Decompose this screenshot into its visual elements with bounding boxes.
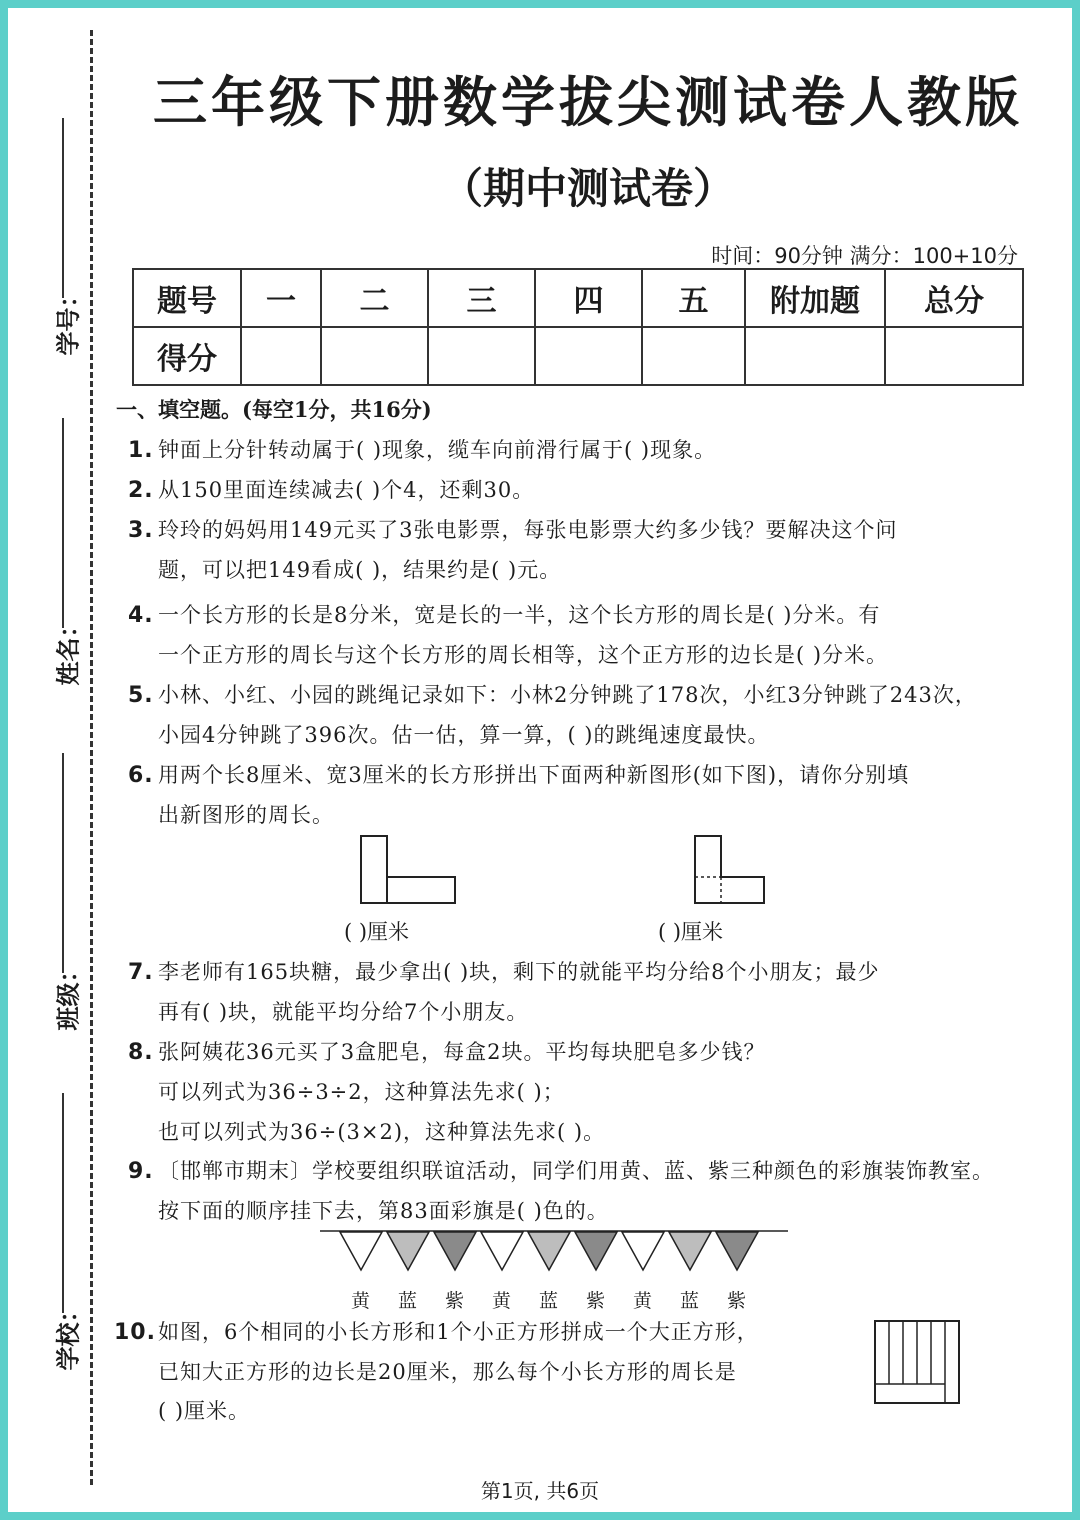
exam-page bbox=[8, 8, 1072, 1512]
page-title: 三年级下册数学拔尖测试卷人教版 bbox=[153, 71, 1023, 134]
binding-dashed-line bbox=[90, 30, 93, 1485]
question-5: 5. 小林、小红、小园的跳绳记录如下：小林2分钟跳了178次，小红3分钟跳了243次， bbox=[128, 683, 977, 708]
score-table-header-cell: 一 bbox=[241, 269, 321, 327]
score-cell[interactable] bbox=[428, 327, 535, 385]
flag-3 bbox=[434, 1232, 476, 1270]
question-4: 4. 一个长方形的长是8分米，宽是长的一半，这个长方形的周长是( )分米。有 bbox=[128, 603, 881, 628]
school-field[interactable] bbox=[28, 1093, 88, 1383]
q6-figure-t-shape bbox=[694, 835, 774, 905]
flag-1 bbox=[340, 1232, 382, 1270]
score-table-header-cell: 总分 bbox=[885, 269, 1023, 327]
question-9-line-2: 按下面的顺序挂下去，第83面彩旗是( )色的。 bbox=[158, 1199, 609, 1223]
question-1: 1. 钟面上分针转动属于( )现象，缆车向前滑行属于( )现象。 bbox=[128, 438, 717, 463]
q6-answer-2[interactable]: ( )厘米 bbox=[658, 920, 724, 944]
student-id-label: 学号： bbox=[54, 283, 83, 356]
page-footer: 第1页, 共6页 bbox=[480, 1479, 600, 1503]
score-cell[interactable] bbox=[241, 327, 321, 385]
question-2: 2. 从150里面连续减去( )个4，还剩30。 bbox=[128, 478, 535, 503]
question-7: 7. 李老师有165块糖，最少拿出( )块，剩下的就能平均分给8个小朋友；最少 bbox=[128, 960, 880, 985]
score-cell[interactable] bbox=[642, 327, 745, 385]
student-id-field[interactable] bbox=[28, 118, 88, 368]
flag-label: 紫 bbox=[586, 1290, 606, 1312]
flag-label: 紫 bbox=[445, 1290, 465, 1312]
flag-label: 黄 bbox=[351, 1290, 371, 1312]
question-10-line-2: 已知大正方形的边长是20厘米，那么每个小长方形的周长是 bbox=[158, 1360, 737, 1384]
score-table-score-row bbox=[133, 327, 1023, 385]
class-label: 班级： bbox=[54, 958, 83, 1031]
score-cell[interactable] bbox=[535, 327, 642, 385]
student-name-field[interactable] bbox=[28, 418, 88, 698]
flag-9 bbox=[716, 1232, 758, 1270]
score-table-header-row bbox=[133, 269, 1023, 327]
flag-8 bbox=[669, 1232, 711, 1270]
question-8: 8. 张阿姨花36元买了3盒肥皂，每盒2块。平均每块肥皂多少钱？ bbox=[128, 1040, 766, 1065]
flag-label: 黄 bbox=[492, 1290, 512, 1312]
score-table-header-cell: 三 bbox=[428, 269, 535, 327]
page-subtitle: （期中测试卷） bbox=[440, 164, 735, 213]
flag-label: 蓝 bbox=[398, 1290, 418, 1312]
question-6-line-2: 出新图形的周长。 bbox=[158, 803, 334, 827]
score-table-header-cell: 附加题 bbox=[745, 269, 885, 327]
q9-flag-string bbox=[320, 1230, 790, 1280]
score-cell[interactable] bbox=[885, 327, 1023, 385]
question-8-line-3: 也可以列式为36÷(3×2)，这种算法先求( )。 bbox=[158, 1120, 606, 1144]
score-cell[interactable] bbox=[745, 327, 885, 385]
flag-4 bbox=[481, 1232, 523, 1270]
q6-answer-1[interactable]: ( )厘米 bbox=[344, 920, 410, 944]
flag-label: 蓝 bbox=[680, 1290, 700, 1312]
score-cell[interactable] bbox=[321, 327, 428, 385]
question-6: 6. 用两个长8厘米、宽3厘米的长方形拼出下面两种新图形(如下图)，请你分别填 bbox=[128, 763, 910, 788]
question-9: 9. 〔邯郸市期末〕学校要组织联谊活动，同学们用黄、蓝、紫三种颜色的彩旗装饰教室。 bbox=[128, 1159, 994, 1184]
flag-7 bbox=[622, 1232, 664, 1270]
student-name-label: 姓名： bbox=[54, 613, 83, 686]
class-field[interactable] bbox=[28, 753, 88, 1043]
question-3-line-2: 题，可以把149看成( )，结果约是( )元。 bbox=[158, 558, 562, 582]
question-7-line-2: 再有( )块，就能平均分给7个小朋友。 bbox=[158, 1000, 529, 1024]
question-8-line-2: 可以列式为36÷3÷2，这种算法先求( )； bbox=[158, 1080, 565, 1104]
q6-figure-l-shape bbox=[360, 835, 460, 905]
score-table-header-cell: 五 bbox=[642, 269, 745, 327]
score-table-header-cell: 四 bbox=[535, 269, 642, 327]
score-table-header-cell: 题号 bbox=[133, 269, 241, 327]
flag-label: 蓝 bbox=[539, 1290, 559, 1312]
exam-meta: 时间：90分钟 满分：100+10分 bbox=[711, 244, 1018, 268]
question-4-line-2: 一个正方形的周长与这个长方形的周长相等，这个正方形的边长是( )分米。 bbox=[158, 643, 889, 667]
question-10: 10.如图，6个相同的小长方形和1个小正方形拼成一个大正方形， bbox=[114, 1320, 759, 1345]
section-1-title: 一、填空题。(每空1分，共16分) bbox=[116, 397, 432, 422]
question-10-line-3: ( )厘米。 bbox=[158, 1399, 251, 1423]
flag-2 bbox=[387, 1232, 429, 1270]
q10-square-figure bbox=[874, 1320, 962, 1406]
flag-5 bbox=[528, 1232, 570, 1270]
question-3: 3. 玲玲的妈妈用149元买了3张电影票，每张电影票大约多少钱？要解决这个问 bbox=[128, 518, 898, 543]
question-5-line-2: 小园4分钟跳了396次。估一估，算一算，( )的跳绳速度最快。 bbox=[158, 723, 770, 747]
flag-6 bbox=[575, 1232, 617, 1270]
score-table-header-cell: 二 bbox=[321, 269, 428, 327]
flag-label: 黄 bbox=[633, 1290, 653, 1312]
score-table bbox=[132, 268, 1024, 386]
school-label: 学校： bbox=[54, 1298, 83, 1371]
score-row-label: 得分 bbox=[133, 327, 241, 385]
flag-label: 紫 bbox=[727, 1290, 747, 1312]
